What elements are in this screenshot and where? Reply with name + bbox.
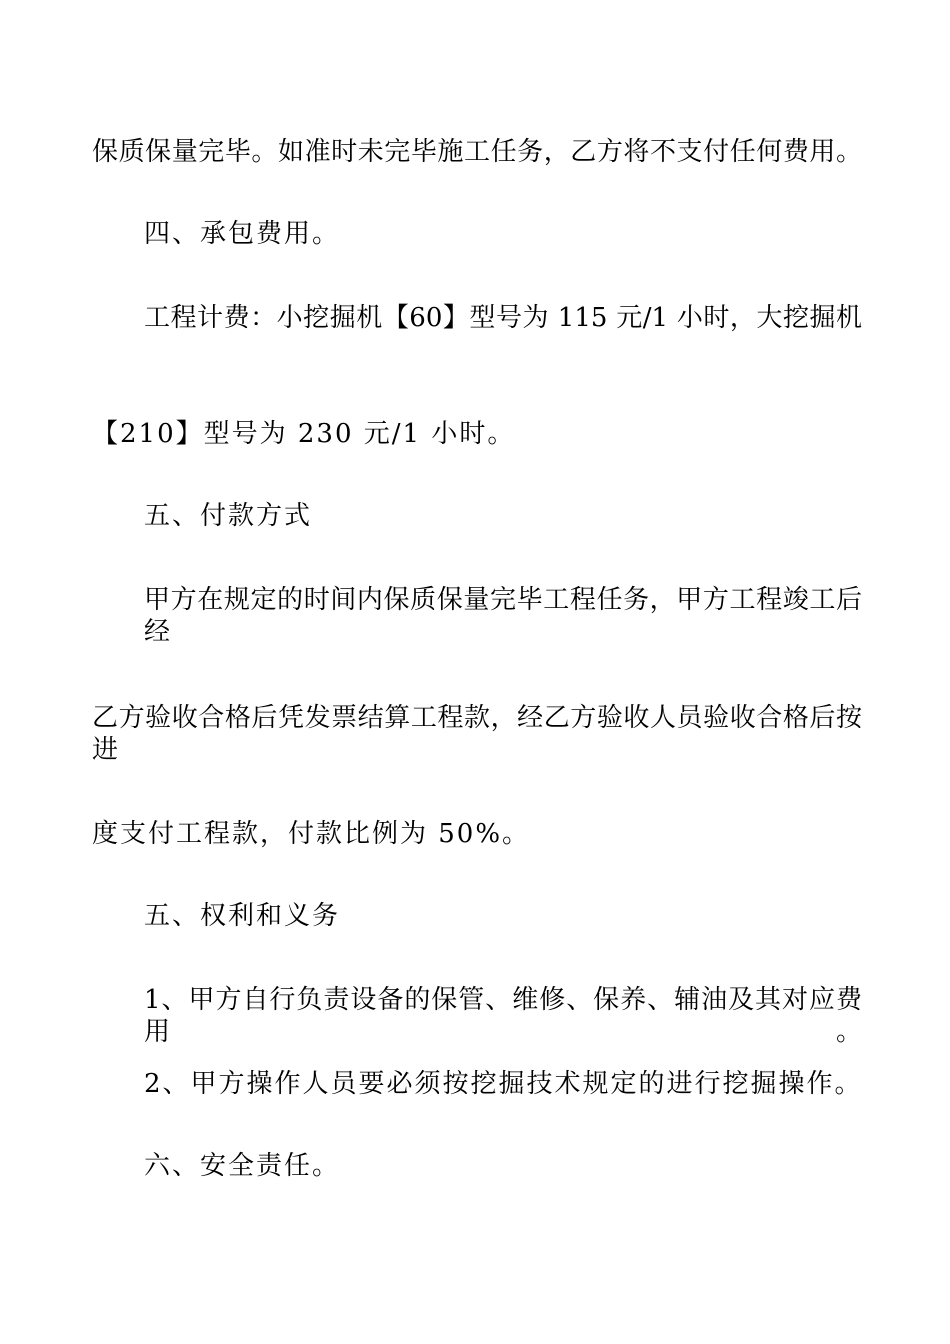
section-heading-safety: 六、安全责任。 — [144, 1151, 341, 1181]
section-heading-rights: 五、权利和义务 — [144, 901, 341, 931]
paragraph-line: 工程计费：小挖掘机【60】型号为 115 元/1 小时，大挖掘机 — [144, 303, 862, 333]
section-heading-payment: 五、付款方式 — [144, 501, 313, 531]
section-heading-fees: 四、承包费用。 — [144, 219, 341, 249]
list-item: 1、甲方自行负责设备的保管、维修、保养、辅油及其对应费用。 — [144, 985, 862, 1047]
list-item: 2、甲方操作人员要必须按挖掘技术规定的进行挖掘操作。 — [144, 1069, 863, 1099]
paragraph-line: 甲方在规定的时间内保质保量完毕工程任务，甲方工程竣工后经 — [144, 585, 862, 647]
paragraph-line: 乙方验收合格后凭发票结算工程款，经乙方验收人员验收合格后按进 — [92, 703, 862, 765]
paragraph-line: 度支付工程款，付款比例为 50%。 — [92, 819, 531, 849]
paragraph-line: 【210】型号为 230 元/1 小时。 — [92, 419, 516, 449]
paragraph-line: 保质保量完毕。如准时未完毕施工任务，乙方将不支付任何费用。 — [92, 137, 862, 167]
